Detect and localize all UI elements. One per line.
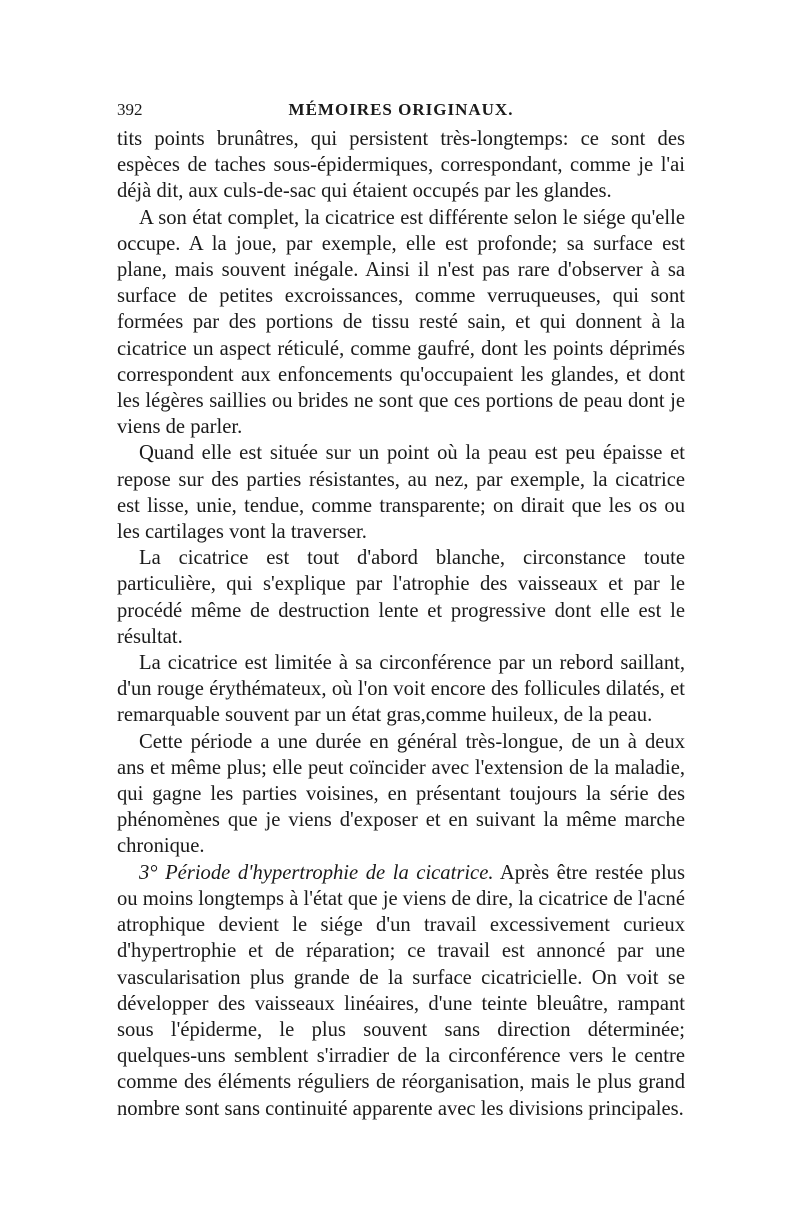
paragraph: La cicatrice est tout d'abord blanche, circonstance toute particulière, qui s'explique par l'atrophie des vaisseaux et par le procédé même de destruction lente et progressive dont elle est le résultat.: [117, 547, 685, 648]
running-header: [117, 98, 685, 122]
section-paragraph: [117, 860, 685, 1122]
header-title: MÉMOIRES ORIGINAUX.: [288, 100, 514, 119]
body-text: [117, 126, 685, 1122]
page-number: 392: [117, 100, 143, 119]
section-text: Après être restée plus ou moins longtemps à l'état que je viens de dire, la cicatrice de l'acné atrophique devient le siége d'un travail excessivement curieux d'hypertrophie et de réparation; ce travail est annoncé par une vascularisation plus grande de la surface cicatricielle. On voit se développer des vaisseaux linéaires, d'une teinte bleuâtre, rampant sous l'épiderme, le plus souvent sans direction déterminée; quelques-uns semblent s'irradier de la circonférence vers le centre comme des éléments réguliers de réorganisation, mais le plus grand nombre sont sans continuité apparente avec les divisions principales.: [117, 861, 685, 1120]
paragraph: Cette période a une durée en général très-longue, de un à deux ans et même plus; elle peut coïncider avec l'extension de la maladie, qui gagne les parties voisines, en présentant toujours la série des phénomènes que je viens d'exposer et en suivant la même marche chronique.: [117, 730, 685, 858]
paragraph: A son état complet, la cicatrice est différente selon le siége qu'elle occupe. A la joue, par exemple, elle est profonde; sa surface est plane, mais souvent inégale. Ainsi il n'est pas rare d'observer à sa surface de petites excroissances, comme verruqueuses, qui sont formées par des portions de tissu resté sain, et qui donnent à la cicatrice un aspect réticulé, comme gaufré, dont les points déprimés correspondent aux enfoncements qu'occupaient les glandes, et dont les légères saillies ou brides ne sont que ces portions de peau dont je viens de parler.: [117, 206, 685, 439]
paragraph: Quand elle est située sur un point où la peau est peu épaisse et repose sur des parties résistantes, au nez, par exemple, la cicatrice est lisse, unie, tendue, comme transparente; on dirait que les os ou les cartilages vont la traverser.: [117, 442, 685, 544]
paragraph-continuation: tits points brunâtres, qui persistent très-longtemps: ce sont des espèces de taches sous-épidermiques, correspondant, comme je l'ai déjà dit, aux culs-de-sac qui étaient occupés par les glandes.: [117, 128, 685, 203]
document-page: [117, 98, 685, 1122]
paragraph: La cicatrice est limitée à sa circonférence par un rebord saillant, d'un rouge érythémateux, où l'on voit encore des follicules dilatés, et remarquable souvent par un état gras,comme huileux, de la peau.: [117, 652, 685, 727]
section-heading: 3° Période d'hypertrophie de la cicatrice.: [139, 861, 494, 884]
